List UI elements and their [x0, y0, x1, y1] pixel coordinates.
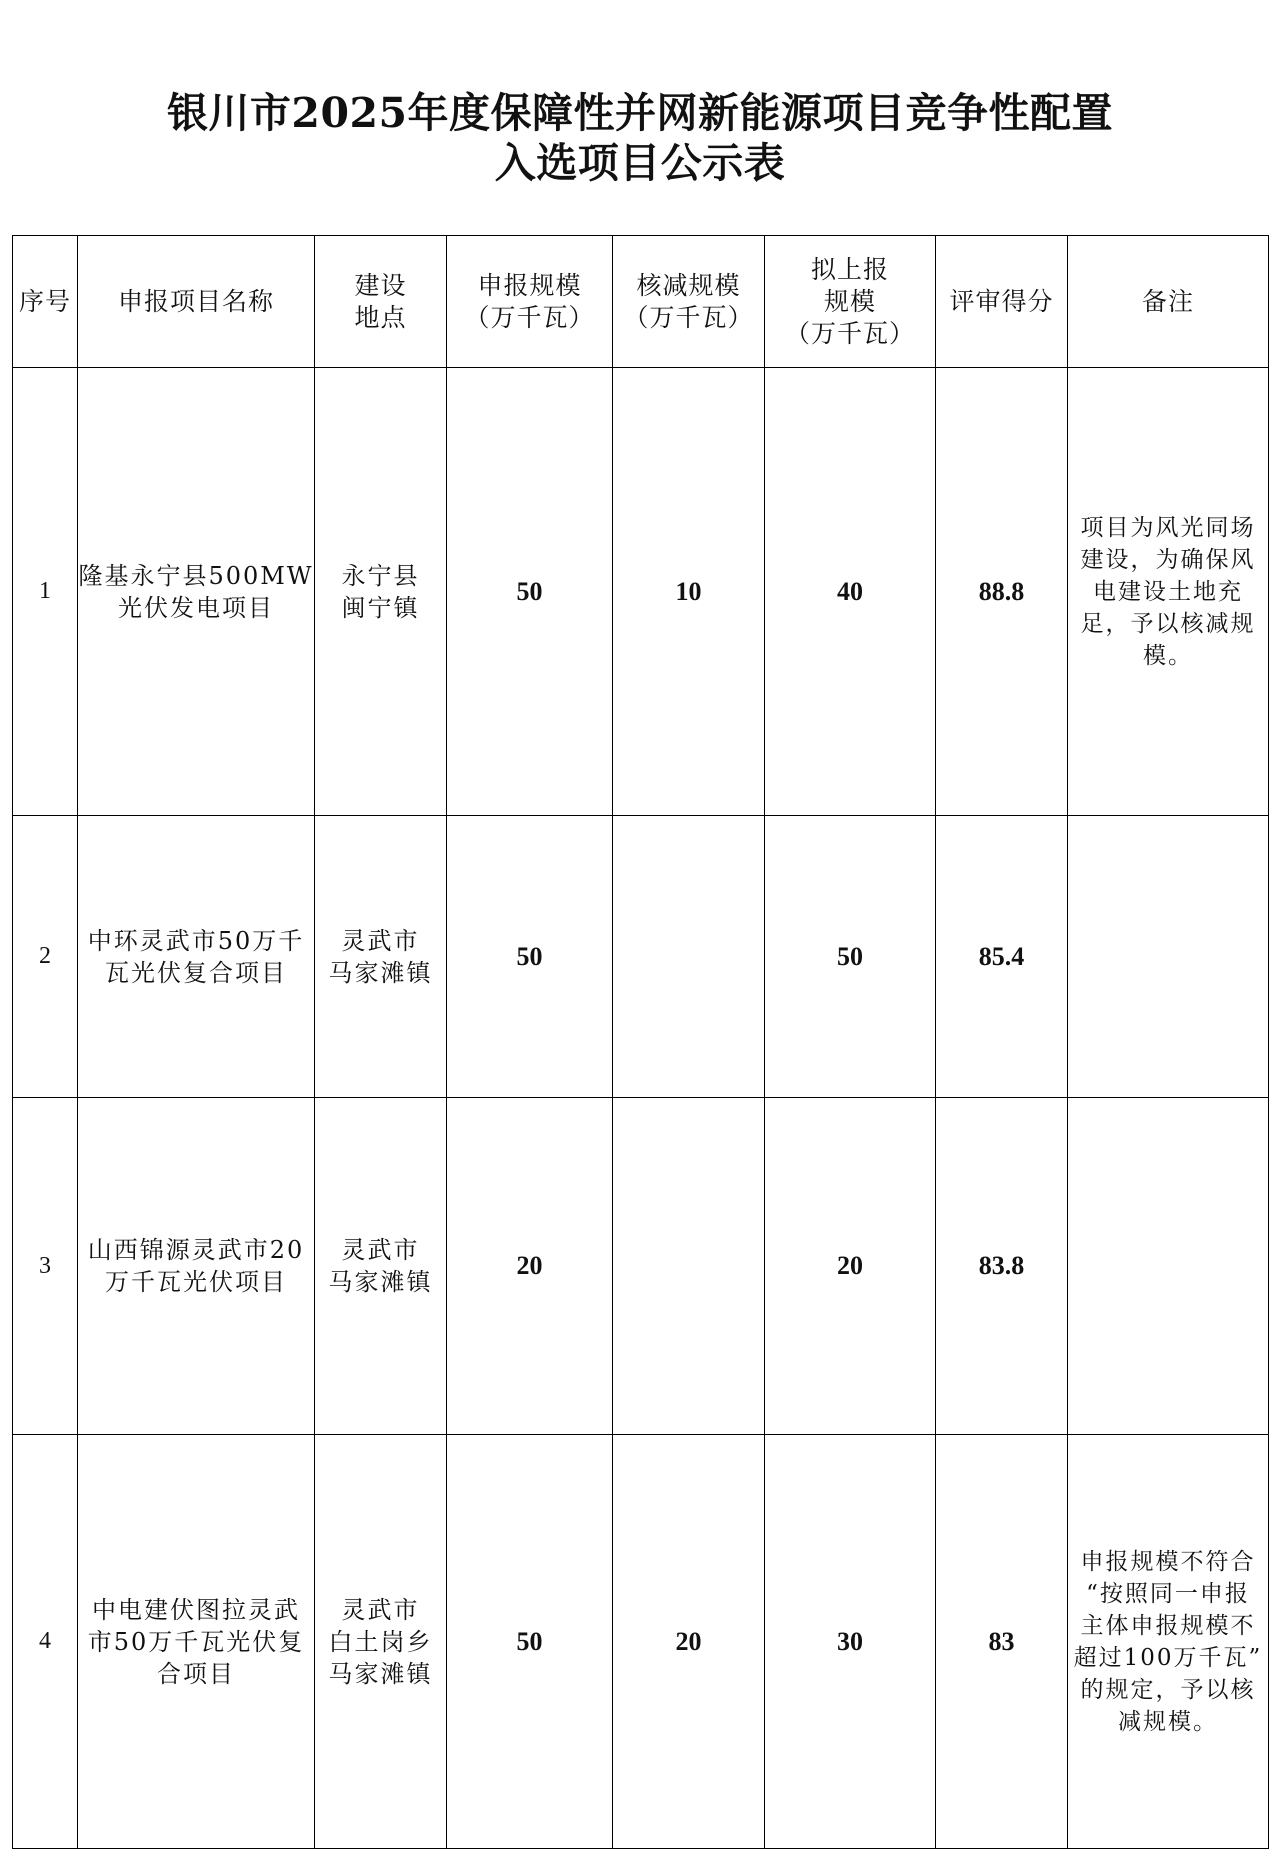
- cell-score: 83: [936, 1435, 1068, 1849]
- header-proposed-capacity: [765, 236, 936, 368]
- location-line: 马家滩镇: [328, 1659, 433, 1688]
- page-title: [0, 88, 1280, 188]
- cell-declared-capacity: 50: [447, 1435, 613, 1849]
- project-name-line: 中环灵武市50万千: [87, 926, 305, 955]
- header-score: 评审得分: [936, 236, 1068, 368]
- cell-seq: 1: [13, 368, 78, 816]
- project-name-line: 隆基永宁县500MW: [78, 561, 314, 590]
- cell-project-name: [78, 1098, 315, 1435]
- header-line: 规模: [823, 286, 876, 316]
- cell-reduced-capacity: 10: [613, 368, 765, 816]
- remark-line: 项目为风光同场: [1080, 514, 1256, 541]
- location-line: 永宁县: [341, 561, 420, 590]
- cell-remark: [1068, 368, 1269, 816]
- remark-line: 申报规模不符合: [1080, 1548, 1256, 1575]
- project-name-line: 市50万千瓦光伏复: [87, 1627, 305, 1656]
- location-line: 马家滩镇: [328, 1268, 433, 1296]
- remark-line: 减规模。: [1118, 1708, 1218, 1735]
- cell-project-name: [78, 816, 315, 1098]
- header-line: （万千瓦）: [464, 302, 595, 332]
- location-line: 马家滩镇: [328, 958, 433, 987]
- title-line-2: 入选项目公示表: [494, 139, 786, 187]
- cell-project-name: [78, 368, 315, 816]
- remark-line: 电建设土地充: [1093, 578, 1243, 605]
- cell-seq: 3: [13, 1098, 78, 1435]
- cell-score: 88.8: [936, 368, 1068, 816]
- cell-seq: 2: [13, 816, 78, 1098]
- remark-line: 主体申报规模不: [1080, 1612, 1256, 1639]
- header-remark: 备注: [1068, 236, 1269, 368]
- location-line: 灵武市: [341, 926, 420, 955]
- header-line: 申报规模: [477, 270, 582, 300]
- project-table: [12, 235, 1269, 1849]
- header-declared-capacity: [447, 236, 613, 368]
- table-row: [13, 1435, 1269, 1849]
- project-name-line: 光伏发电项目: [118, 593, 274, 622]
- cell-seq: 4: [13, 1435, 78, 1849]
- cell-proposed-capacity: 20: [765, 1098, 936, 1435]
- cell-location: [315, 1435, 447, 1849]
- header-line: 拟上报: [810, 254, 889, 284]
- project-name-line: 万千瓦光伏项目: [105, 1268, 287, 1296]
- header-location: [315, 236, 447, 368]
- header-line: （万千瓦）: [623, 302, 754, 332]
- remark-line: 超过100万千瓦”: [1073, 1644, 1263, 1671]
- cell-score: 83.8: [936, 1098, 1068, 1435]
- remark-line: “按照同一申报: [1086, 1580, 1250, 1607]
- cell-proposed-capacity: 30: [765, 1435, 936, 1849]
- cell-proposed-capacity: 50: [765, 816, 936, 1098]
- remark-line: 建设，为确保风: [1080, 546, 1256, 573]
- cell-proposed-capacity: 40: [765, 368, 936, 816]
- header-line: （万千瓦）: [784, 318, 915, 348]
- header-project-name: 申报项目名称: [78, 236, 315, 368]
- cell-remark: [1068, 816, 1269, 1098]
- header-reduced-capacity: [613, 236, 765, 368]
- header-line: 地点: [354, 302, 407, 332]
- cell-location: [315, 368, 447, 816]
- cell-score: 85.4: [936, 816, 1068, 1098]
- project-name-line: 合项目: [157, 1659, 235, 1688]
- remark-line: 模。: [1143, 642, 1193, 669]
- cell-reduced-capacity: [613, 1098, 765, 1435]
- cell-location: [315, 1098, 447, 1435]
- location-line: 灵武市: [341, 1236, 420, 1264]
- cell-declared-capacity: 50: [447, 816, 613, 1098]
- project-name-line: 中电建伏图拉灵武: [92, 1595, 300, 1624]
- cell-declared-capacity: 20: [447, 1098, 613, 1435]
- header-line: 核减规模: [636, 270, 741, 300]
- table-row: [13, 816, 1269, 1098]
- cell-declared-capacity: 50: [447, 368, 613, 816]
- header-seq: 序号: [13, 236, 78, 368]
- cell-reduced-capacity: [613, 816, 765, 1098]
- header-line: 建设: [354, 270, 407, 300]
- project-name-line: 山西锦源灵武市20: [87, 1236, 305, 1264]
- cell-location: [315, 816, 447, 1098]
- location-line: 闽宁镇: [341, 593, 420, 622]
- remark-line: 的规定，予以核: [1080, 1676, 1256, 1703]
- cell-project-name: [78, 1435, 315, 1849]
- table-row: [13, 368, 1269, 816]
- project-name-line: 瓦光伏复合项目: [105, 958, 287, 987]
- cell-remark: [1068, 1098, 1269, 1435]
- remark-line: 足，予以核减规: [1080, 610, 1256, 637]
- table-header-row: [13, 236, 1269, 368]
- table-row: [13, 1098, 1269, 1435]
- cell-reduced-capacity: 20: [613, 1435, 765, 1849]
- location-line: 灵武市: [341, 1595, 420, 1624]
- location-line: 白土岗乡: [328, 1627, 433, 1656]
- title-line-1: 银川市2025年度保障性并网新能源项目竞争性配置: [166, 89, 1114, 137]
- cell-remark: [1068, 1435, 1269, 1849]
